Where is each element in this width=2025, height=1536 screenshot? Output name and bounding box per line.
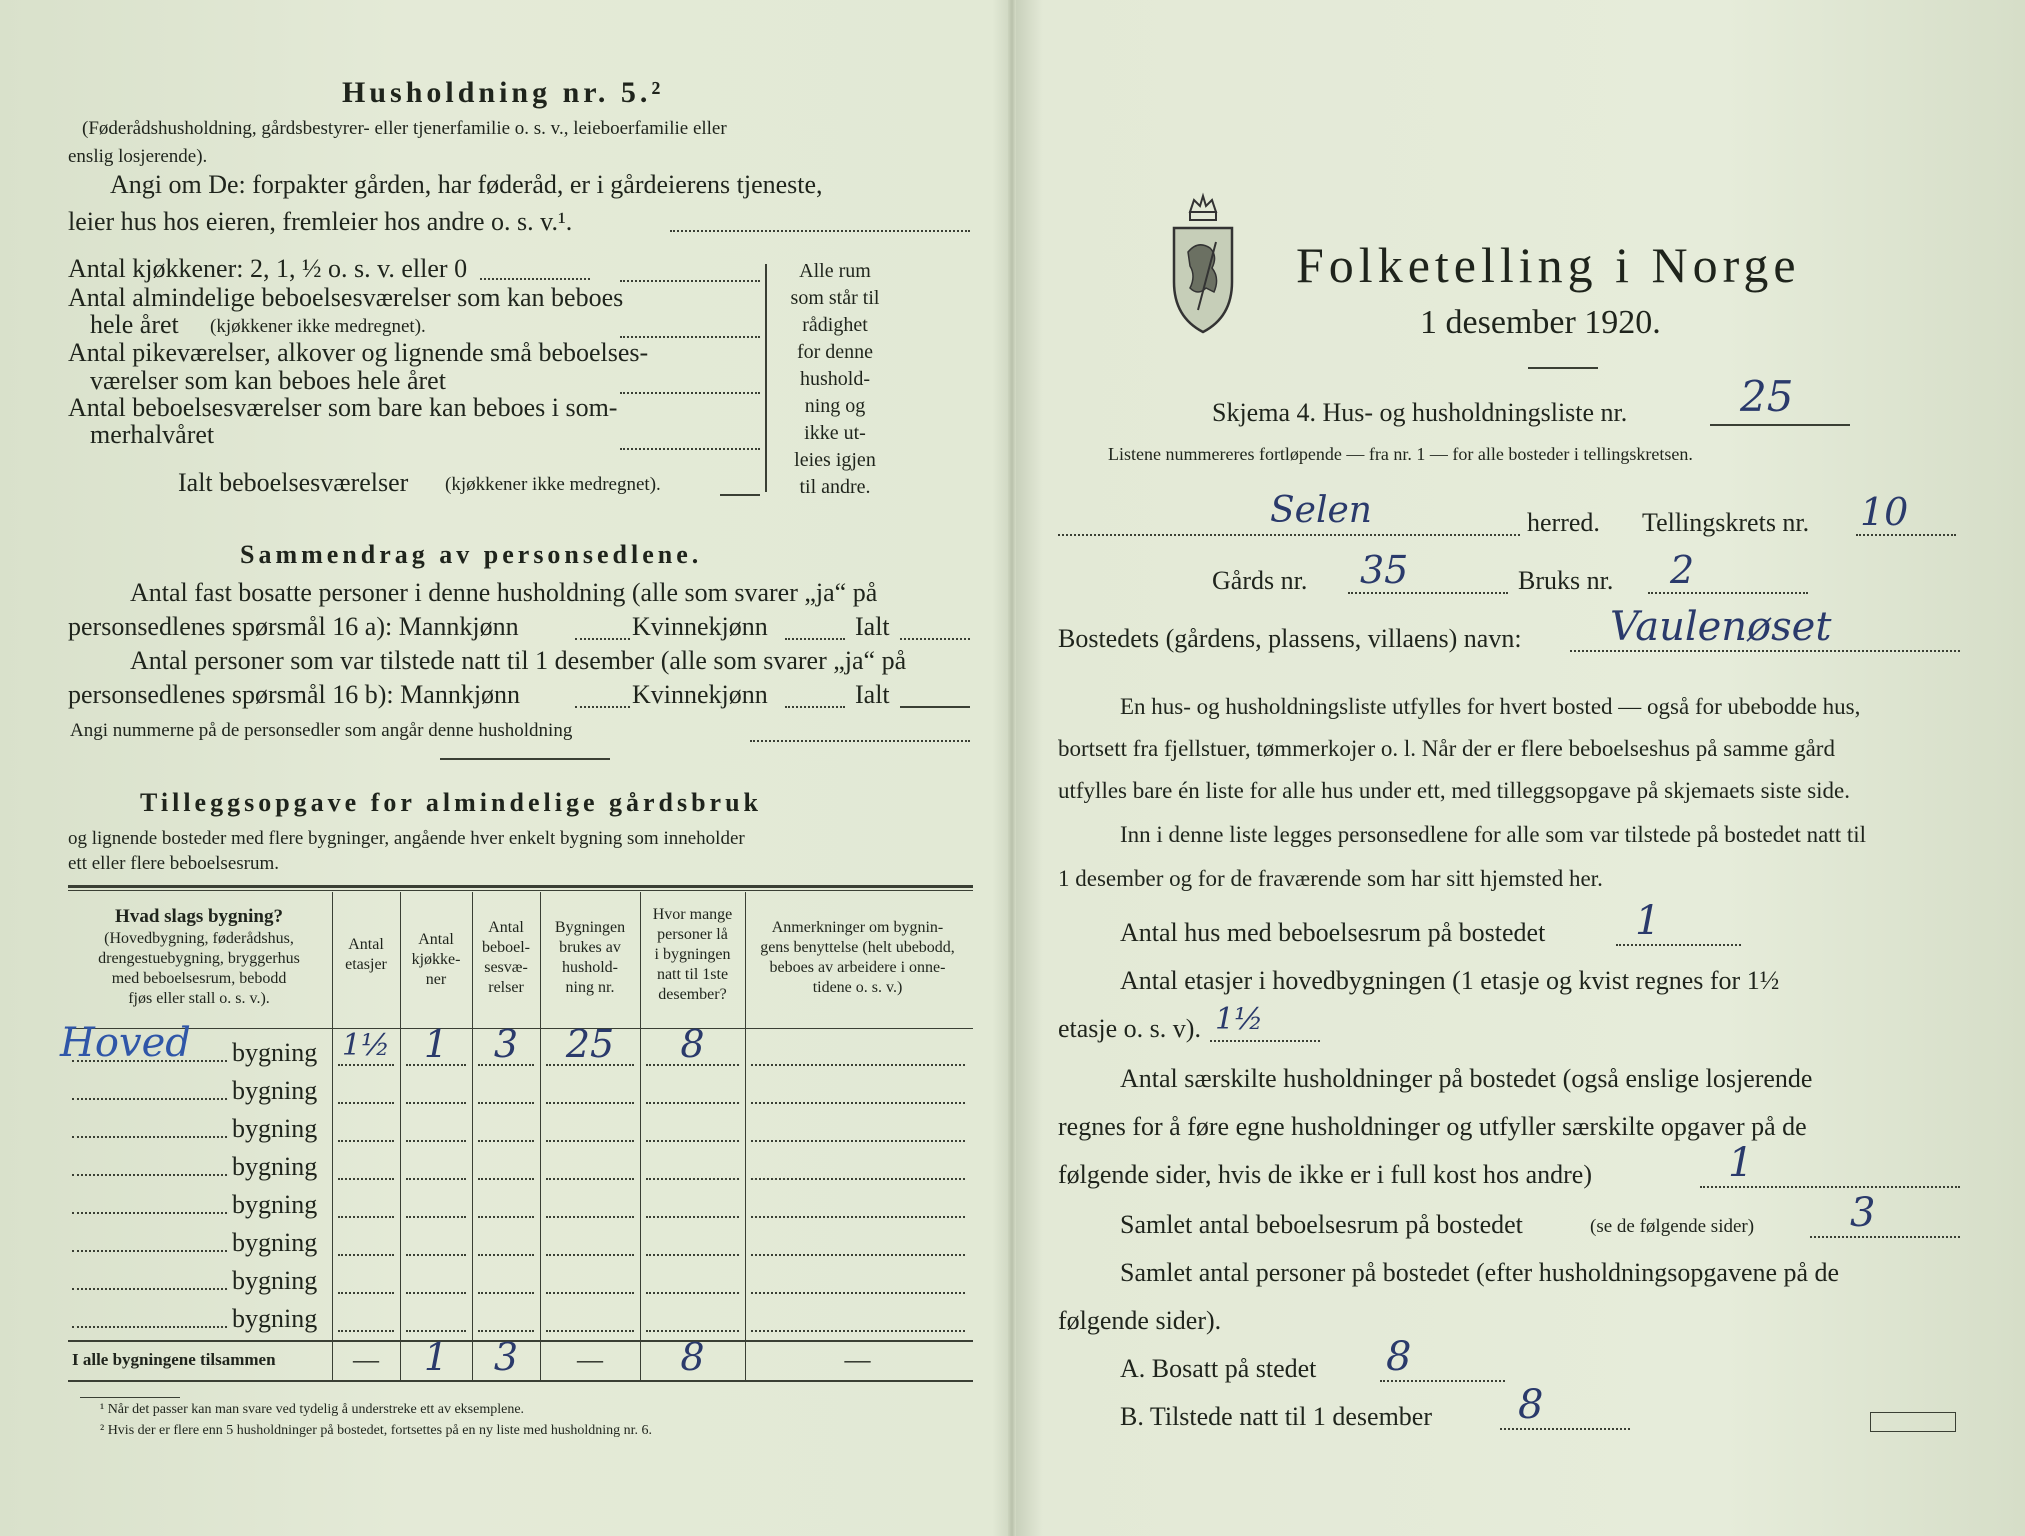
tillegg-line-1: og lignende bosteder med flere bygninger, angående hver enkelt bygning som inneholder	[68, 828, 745, 849]
saerskilte-field	[1700, 1186, 1960, 1188]
bosted-field	[1570, 650, 1960, 652]
household-title: Husholdning nr. 5.²	[342, 76, 665, 109]
table-top-rule	[68, 885, 973, 888]
col-header-line: Anmerkninger om bygnin-	[771, 919, 944, 936]
bosted-label: Bostedets (gårdens, plassens, villaens) navn:	[1058, 624, 1522, 653]
total-vaerelser[interactable]: 3	[493, 1335, 519, 1379]
col-header-line: drengestuebygning, bryggerhus	[98, 950, 300, 967]
table-bottom-rule	[68, 1380, 973, 1382]
table-cell-field[interactable]	[646, 1140, 739, 1142]
saerskilte-value[interactable]: 1	[1728, 1140, 1754, 1186]
section-divider	[440, 758, 610, 760]
row1-kjokkener-value[interactable]: 1	[423, 1022, 449, 1066]
ialt-note: (kjøkkener ikke medregnet).	[445, 474, 661, 495]
brace-note-line: ning og	[804, 395, 866, 417]
col-header-line: med beboelsesrum, bebodd	[111, 970, 287, 987]
table-cell-field[interactable]	[751, 1216, 965, 1218]
table-cell-field[interactable]	[338, 1140, 394, 1142]
total-personer[interactable]: 8	[680, 1335, 705, 1379]
kvinne-a-field[interactable]	[785, 638, 845, 640]
skjema-value[interactable]: 25	[1740, 372, 1794, 421]
bosatt-label: A. Bosatt på stedet	[1120, 1354, 1317, 1383]
total-label: I alle bygningene tilsammen	[72, 1350, 276, 1369]
col-header-line: beboel-	[482, 939, 530, 956]
bygning-row-label: bygning	[232, 1228, 318, 1257]
brace-note-line: for denne	[796, 341, 874, 363]
etasjer-label-1: Antal etasjer i hovedbygningen (1 etasje og kvist regnes for 1½	[1120, 966, 1780, 995]
bygning-row-label: bygning	[232, 1152, 318, 1181]
herred-label: herred.	[1527, 508, 1600, 537]
household-subtitle-1: (Føderådshusholdning, gårdsbestyrer- eller tjenerfamilie o. s. v., leieboerfamilie eller	[82, 118, 727, 139]
table-cell-field[interactable]	[338, 1216, 394, 1218]
col-header-line: relser	[488, 979, 524, 996]
bosted-value[interactable]: Vaulenøset	[1610, 604, 1832, 650]
alm-label-1: Antal almindelige beboelsesværelser som kan beboes	[68, 283, 624, 312]
table-cell-field[interactable]	[478, 1178, 534, 1180]
bygning-row-label: bygning	[232, 1190, 318, 1219]
krets-field	[1856, 534, 1956, 536]
tilstede-value[interactable]: 8	[1518, 1382, 1544, 1428]
pike-label-1: Antal pikeværelser, alkover og lignende små beboelses-	[68, 338, 649, 367]
angi-nummer-label: Angi nummerne på de personsedler som angår denne husholdning	[70, 720, 573, 741]
printer-stamp	[1870, 1412, 1956, 1432]
table-cell-field[interactable]	[478, 1216, 534, 1218]
row1-etasjer-value[interactable]: 1½	[341, 1028, 391, 1063]
page-fold	[1008, 0, 1016, 1536]
col-header-line: tidene o. s. v.)	[812, 979, 903, 996]
brace-note-line: som står til	[790, 287, 880, 309]
bygning-row-label: bygning	[232, 1266, 318, 1295]
pike-label-2: værelser som kan beboes hele året	[90, 366, 446, 395]
etasjer-value[interactable]: 1½	[1215, 1002, 1264, 1037]
bruks-field	[1648, 592, 1808, 594]
angi-answer-line[interactable]	[670, 230, 970, 232]
herred-value[interactable]: Selen	[1270, 490, 1372, 531]
bosatt-value[interactable]: 8	[1386, 1334, 1412, 1380]
row1-type-value[interactable]: Hoved	[60, 1020, 191, 1066]
table-cell-field[interactable]	[478, 1102, 534, 1104]
samlet-rum-label: Samlet antal beboelsesrum på bostedet	[1120, 1210, 1523, 1239]
sommer-label-2: merhalvåret	[90, 420, 215, 449]
summary-title: Sammendrag av personsedlene.	[240, 540, 703, 569]
pike-field[interactable]	[620, 392, 760, 394]
sommer-field[interactable]	[620, 448, 760, 450]
row1-personer-value[interactable]: 8	[680, 1022, 705, 1066]
brace-note-line: til andre.	[799, 476, 871, 498]
etasjer-field	[1210, 1040, 1320, 1042]
table-cell-field[interactable]	[406, 1292, 466, 1294]
brace-note	[775, 258, 895, 501]
table-cell-field[interactable]	[338, 1102, 394, 1104]
bygning-type-field[interactable]	[72, 1288, 227, 1290]
table-cell-field[interactable]	[751, 1064, 965, 1066]
etasjer-label-2: etasje o. s. v).	[1058, 1014, 1201, 1043]
tilstede-label: B. Tilstede natt til 1 desember	[1120, 1402, 1432, 1431]
table-cell-field[interactable]	[751, 1292, 965, 1294]
saerskilte-label-1: Antal særskilte husholdninger på bostedet (også enslige losjerende	[1120, 1064, 1813, 1093]
col-header-husholdning	[540, 918, 640, 998]
mann-b-field[interactable]	[575, 706, 630, 708]
hus-field	[1616, 944, 1741, 946]
table-cell-field[interactable]	[646, 1178, 739, 1180]
saerskilte-label-3: følgende sider, hvis de ikke er i full kost hos andre)	[1058, 1160, 1592, 1189]
table-cell-field[interactable]	[478, 1140, 534, 1142]
ialt-a-field[interactable]	[900, 638, 970, 640]
census-date: 1 desember 1920.	[1420, 304, 1661, 341]
right-page	[1050, 0, 1980, 1536]
col-header-line: hushold-	[562, 959, 618, 976]
ialt-field[interactable]	[720, 494, 760, 496]
col-header-line: Antal	[348, 936, 384, 953]
saerskilte-label-2: regnes for å føre egne husholdninger og utfyller særskilte opgaver på de	[1058, 1112, 1807, 1141]
table-cell-field[interactable]	[646, 1102, 739, 1104]
alm-label-note: (kjøkkener ikke medregnet).	[210, 316, 426, 337]
samlet-rum-value[interactable]: 3	[1850, 1190, 1876, 1236]
krets-value[interactable]: 10	[1860, 490, 1909, 534]
hus-value[interactable]: 1	[1635, 898, 1661, 944]
angi-nummer-field[interactable]	[750, 740, 970, 742]
col-header-line: kjøkke-	[411, 951, 461, 968]
col-header-line: ner	[425, 971, 447, 988]
mann-a-field[interactable]	[575, 638, 630, 640]
bygning-row-label: bygning	[232, 1076, 318, 1105]
angi-line-1: Angi om De: forpakter gården, har føderåd, er i gårdeierens tjeneste,	[110, 170, 823, 199]
row1-husholdning-value[interactable]: 25	[565, 1022, 615, 1066]
col-header-line: gens benyttelse (helt ubebodd,	[760, 939, 955, 956]
col-header-line: sesvæ-	[484, 959, 528, 976]
total-etasjer: —	[353, 1345, 379, 1374]
col-header-type	[68, 905, 330, 1009]
table-cell-field[interactable]	[478, 1330, 534, 1332]
col-header-line: personer lå	[657, 926, 728, 943]
skjema-field	[1710, 424, 1850, 426]
norway-coat-of-arms-icon	[1168, 192, 1238, 342]
table-cell-field[interactable]	[406, 1140, 466, 1142]
brace-note-line: ikke ut-	[804, 422, 866, 444]
col-header-line: Hvad slags bygning?	[115, 906, 283, 927]
ialt-label: Ialt beboelsesværelser	[178, 468, 409, 497]
summary-line-2: personsedlenes spørsmål 16 a): Mannkjønn	[68, 612, 519, 641]
table-cell-field[interactable]	[406, 1254, 466, 1256]
summary-line-4: personsedlenes spørsmål 16 b): Mannkjønn	[68, 680, 521, 709]
angi-line-2: leier hus hos eieren, fremleier hos andre o. s. v.¹.	[68, 207, 573, 236]
ialt-b-label: Ialt	[855, 680, 890, 709]
table-cell-field[interactable]	[546, 1102, 634, 1104]
table-cell-field[interactable]	[406, 1216, 466, 1218]
table-cell-field[interactable]	[338, 1254, 394, 1256]
kvinne-a-label: Kvinnekjønn	[632, 612, 768, 641]
col-header-anmerkninger	[745, 918, 970, 998]
bygning-type-field[interactable]	[72, 1250, 227, 1252]
footnote-2: ² Hvis der er flere enn 5 husholdninger på bostedet, fortsettes på en ny liste med husholdning nr. 6.	[100, 1423, 653, 1438]
table-cell-field[interactable]	[751, 1178, 965, 1180]
krets-label: Tellingskrets nr.	[1642, 508, 1810, 537]
table-cell-field[interactable]	[546, 1216, 634, 1218]
col-header-line: i bygningen	[654, 946, 731, 963]
col-header-line: ning nr.	[565, 979, 615, 996]
col-header-line: brukes av	[559, 939, 621, 956]
total-anmerkninger: —	[844, 1345, 871, 1374]
footnote-rule	[80, 1397, 180, 1398]
col-header-personer	[640, 905, 745, 1005]
instruction-4: Inn i denne liste legges personsedlene for alle som var tilstede på bostedet natt til	[1120, 822, 1867, 847]
bygning-row-label: bygning	[232, 1114, 318, 1143]
table-cell-field[interactable]	[338, 1064, 394, 1066]
census-title: Folketelling i Norge	[1296, 237, 1801, 293]
bygning-type-field[interactable]	[72, 1136, 227, 1138]
instruction-1: En hus- og husholdningsliste utfylles for hvert bosted — også for ubebodde hus,	[1120, 694, 1861, 719]
table-cell-field[interactable]	[406, 1178, 466, 1180]
left-page	[60, 0, 980, 1536]
table-cell-field[interactable]	[646, 1330, 739, 1332]
table-cell-field[interactable]	[751, 1102, 965, 1104]
sommer-label-1: Antal beboelsesværelser som bare kan beboes i som-	[68, 393, 618, 422]
kjokkener-field[interactable]	[620, 280, 760, 282]
table-cell-field[interactable]	[546, 1140, 634, 1142]
table-cell-field[interactable]	[546, 1330, 634, 1332]
table-cell-field[interactable]	[546, 1178, 634, 1180]
instruction-5: 1 desember og for de fraværende som har sitt hjemsted her.	[1058, 866, 1603, 891]
samlet-rum-field	[1810, 1236, 1960, 1238]
col-header-etasjer	[332, 935, 400, 975]
bruks-value[interactable]: 2	[1670, 548, 1695, 592]
bygning-row-label: bygning	[232, 1038, 318, 1067]
brace-note-line: rådighet	[802, 314, 868, 336]
samlet-pers-label-2: følgende sider).	[1058, 1306, 1222, 1335]
samlet-pers-label-1: Samlet antal personer på bostedet (efter husholdningsopgavene på de	[1120, 1258, 1840, 1287]
table-cell-field[interactable]	[338, 1292, 394, 1294]
col-header-line: beboes av arbeidere i onne-	[769, 959, 946, 976]
bruks-label: Bruks nr.	[1518, 566, 1614, 595]
gards-field	[1348, 592, 1508, 594]
table-cell-field[interactable]	[646, 1292, 739, 1294]
table-cell-field[interactable]	[646, 1216, 739, 1218]
col-header-line: Antal	[418, 931, 454, 948]
table-cell-field[interactable]	[478, 1254, 534, 1256]
brace-note-line: hushold-	[800, 368, 870, 390]
table-cell-field[interactable]	[751, 1140, 965, 1142]
kvinne-b-field[interactable]	[785, 706, 845, 708]
gards-label: Gårds nr.	[1212, 566, 1308, 595]
listene-note: Listene nummereres fortløpende — fra nr. 1 — for alle bosteder i tellingskretsen.	[1108, 444, 1693, 464]
table-cell-field[interactable]	[338, 1178, 394, 1180]
col-header-line: Antal	[488, 919, 524, 936]
col-header-line: etasjer	[345, 956, 387, 973]
ialt-a-label: Ialt	[855, 612, 890, 641]
kvinne-b-label: Kvinnekjønn	[632, 680, 768, 709]
table-cell-field[interactable]	[406, 1330, 466, 1332]
col-header-line: Hvor mange	[652, 906, 733, 923]
bygning-type-field[interactable]	[72, 1174, 227, 1176]
table-cell-field[interactable]	[751, 1330, 965, 1332]
total-husholdning: —	[577, 1345, 603, 1374]
title-rule	[1528, 367, 1598, 369]
kjokkener-dots	[480, 278, 590, 280]
row1-vaerelser-value[interactable]: 3	[493, 1022, 519, 1066]
bygning-type-field[interactable]	[72, 1098, 227, 1100]
col-header-line: desember?	[658, 986, 727, 1003]
tillegg-title: Tilleggsopgave for almindelige gårdsbruk	[140, 788, 763, 817]
col-header-kjokkener	[400, 930, 472, 990]
samlet-rum-note: (se de følgende sider)	[1590, 1216, 1755, 1237]
summary-line-3: Antal personer som var tilstede natt til 1 desember (alle som svarer „ja“ på	[130, 646, 907, 675]
bygning-type-field[interactable]	[72, 1212, 227, 1214]
col-header-line: natt til 1ste	[656, 966, 729, 983]
summary-line-1: Antal fast bosatte personer i denne husholdning (alle som svarer „ja“ på	[130, 578, 878, 607]
table-top-rule-2	[68, 890, 973, 891]
bygning-row-label: bygning	[232, 1304, 318, 1333]
household-subtitle-2: enslig losjerende).	[68, 146, 208, 167]
table-cell-field[interactable]	[546, 1292, 634, 1294]
table-cell-field[interactable]	[478, 1292, 534, 1294]
tillegg-line-2: ett eller flere beboelsesrum.	[68, 853, 280, 874]
footnote-1: ¹ Når det passer kan man svare ved tydelig å understreke ett av eksemplene.	[100, 1402, 525, 1417]
brace	[765, 264, 767, 492]
table-cell-field[interactable]	[546, 1254, 634, 1256]
gards-value[interactable]: 35	[1360, 548, 1409, 592]
table-cell-field[interactable]	[751, 1254, 965, 1256]
brace-note-line: leies igjen	[794, 449, 876, 471]
col-header-line: (Hovedbygning, føderådshus,	[104, 930, 294, 947]
total-kjokkener[interactable]: 1	[423, 1335, 449, 1379]
instruction-3: utfylles bare én liste for alle hus under ett, med tilleggsopgave på skjemaets siste side.	[1058, 778, 1851, 803]
herred-field	[1058, 534, 1520, 536]
col-header-line: fjøs eller stall o. s. v.).	[128, 990, 270, 1007]
col-header-line: Bygningen	[554, 919, 626, 936]
brace-note-line: Alle rum	[799, 260, 871, 282]
tilstede-field	[1500, 1428, 1630, 1430]
hus-label: Antal hus med beboelsesrum på bostedet	[1120, 918, 1546, 947]
alm-label-2: hele året	[90, 310, 179, 339]
table-cell-field[interactable]	[406, 1102, 466, 1104]
skjema-label: Skjema 4. Hus- og husholdningsliste nr.	[1212, 398, 1628, 427]
ialt-b-field[interactable]	[900, 706, 970, 708]
bosatt-field	[1380, 1380, 1505, 1382]
table-cell-field[interactable]	[338, 1330, 394, 1332]
instruction-2: bortsett fra fjellstuer, tømmerkojer o. l. Når der er flere beboelseshus på samme gård	[1058, 736, 1835, 761]
bygning-type-field[interactable]	[72, 1326, 227, 1328]
kjokkener-label: Antal kjøkkener: 2, 1, ½ o. s. v. eller 0	[68, 254, 468, 283]
table-cell-field[interactable]	[646, 1254, 739, 1256]
col-header-vaerelser	[472, 918, 540, 998]
